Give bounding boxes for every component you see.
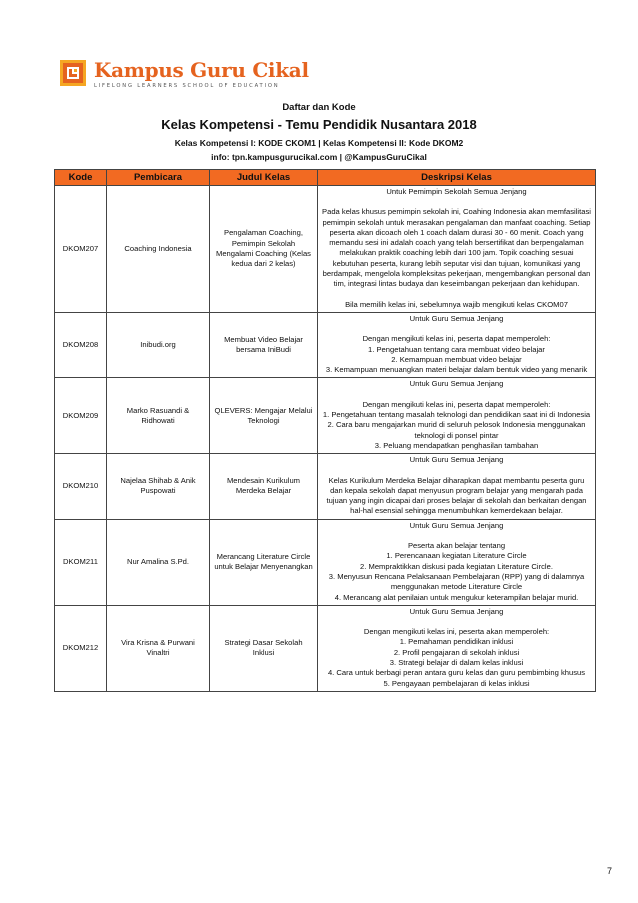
description-line: 2. Kemampuan membuat video belajar	[391, 354, 522, 364]
description-line: 3. Kemampuan menuangkan materi belajar dalam bentuk video yang menarik	[325, 365, 588, 375]
description-line: 3. Peluang mendapatkan penghasilan tambahan	[374, 440, 539, 450]
description-spacer	[322, 531, 591, 541]
cell-pembicara: Marko Rasuandi & Ridhowati	[107, 378, 210, 454]
cell-judul-kelas: Mendesain Kurikulum Merdeka Belajar	[210, 454, 318, 519]
description-line: Bila memilih kelas ini, sebelumnya wajib mengikuti kelas CKOM07	[345, 299, 568, 309]
cell-kode: DKOM207	[55, 186, 107, 313]
description-line: Dengan mengikuti kelas ini, peserta dapat memperoleh:	[362, 399, 551, 409]
cell-judul-kelas: Strategi Dasar Sekolah Inklusi	[210, 605, 318, 691]
description-spacer	[322, 617, 591, 627]
description-line: 4. Cara untuk berbagi peran antara guru kelas dan guru pembimbing khusus	[327, 668, 586, 678]
column-header-deskripsi-kelas: Deskripsi Kelas	[318, 170, 596, 186]
description-line: 5. Pengayaan pembelajaran di kelas inklusi	[383, 678, 530, 688]
description-audience: Untuk Guru Semua Jenjang	[409, 455, 504, 465]
description-spacer	[322, 466, 591, 476]
cell-deskripsi-kelas	[318, 312, 596, 377]
description-line: 3. Menyusun Rencana Pelaksanaan Pembelajaran (RPP) yang di dalamnya menggunakan metode Literature Circle	[328, 571, 585, 592]
table-row	[55, 454, 596, 519]
table-row	[55, 519, 596, 605]
cell-kode: DKOM208	[55, 312, 107, 377]
cell-pembicara: Nur Amalina S.Pd.	[107, 519, 210, 605]
cell-kode: DKOM209	[55, 378, 107, 454]
description-spacer	[322, 390, 591, 400]
cell-deskripsi-kelas	[318, 378, 596, 454]
description-spacer	[322, 290, 591, 300]
description-line: Kelas Kurikulum Merdeka Belajar diharapkan dapat membantu peserta guru dan kepala sekolah dapat menyusun program belajar yang mengarah pada tujuan yang ingin dicapai dari proses belajar di sekolah dan berkaitan dengan hal-hal esensial sehingga menumbuhkan kemerdekaan belajar.	[326, 475, 587, 516]
cell-judul-kelas: Membuat Video Belajar bersama IniBudi	[210, 312, 318, 377]
column-header-pembicara: Pembicara	[107, 170, 210, 186]
description-line: 1. Perencanaan kegiatan Literature Circle	[386, 551, 527, 561]
cell-deskripsi-kelas	[318, 454, 596, 519]
description-line: 1. Pengetahuan tentang masalah teknologi dan pendidikan saat ini di Indonesia	[322, 410, 591, 420]
cell-deskripsi-kelas	[318, 186, 596, 313]
column-header-kode: Kode	[55, 170, 107, 186]
description-line: 4. Merancang alat penilaian untuk mengukur keterampilan belajar murid.	[334, 592, 579, 602]
cell-kode: DKOM212	[55, 605, 107, 691]
description-line: Pada kelas khusus pemimpin sekolah ini, Coahing Indonesia akan memfasilitasi pemimpin sekolah untuk merasakan pengalaman dan manfaat coaching. Setiap peserta akan dicoach oleh 1 coach dalam durasi 30 - 60 menit. Coach yang memandu sesi ini adalah coach yang telah bersertifikat dan berpengalaman melakukan praktik coaching lebih dari 100 jam. Topik coaching sesuai kebutuhan peserta, kurang lebih seputar visi dan tujuan, komunikasi yang berdampak, mengelola kompleksitas pekerjaan, mengembangkan personal dan tim, integrasi lintas budaya dan keseimbangan pekerjaan dan kehidupan.	[322, 207, 591, 289]
document-title: Kelas Kompetensi - Temu Pendidik Nusantara 2018	[161, 117, 477, 132]
cell-deskripsi-kelas	[318, 605, 596, 691]
cell-pembicara: Coaching Indonesia	[107, 186, 210, 313]
description-audience: Untuk Guru Semua Jenjang	[409, 520, 504, 530]
description-audience: Untuk Guru Semua Jenjang	[409, 379, 504, 389]
cell-pembicara: Vira Krisna & Purwani Vinaltri	[107, 605, 210, 691]
class-table	[54, 169, 596, 692]
description-line: Dengan mengikuti kelas ini, peserta akan memperoleh:	[363, 627, 550, 637]
cell-kode: DKOM211	[55, 519, 107, 605]
description-line: 3. Strategi belajar di dalam kelas inklusi	[389, 657, 524, 667]
table-row	[55, 605, 596, 691]
description-line: 2. Profil pengajaran di sekolah inklusi	[393, 647, 520, 657]
cell-kode: DKOM210	[55, 454, 107, 519]
description-spacer	[322, 324, 591, 334]
description-line: 2. Mempraktikkan diskusi pada kegiatan Literature Circle.	[360, 561, 553, 571]
page-number: 7	[606, 866, 612, 876]
cell-pembicara: Najelaa Shihab & Anik Puspowati	[107, 454, 210, 519]
document-info-contact: info: tpn.kampusgurucikal.com | @KampusGuruCikal	[211, 152, 427, 162]
description-spacer	[322, 197, 591, 207]
description-line: Peserta akan belajar tentang	[407, 541, 506, 551]
table-header-row	[55, 170, 596, 186]
cell-pembicara: Inibudi.org	[107, 312, 210, 377]
table-row	[55, 312, 596, 377]
logo-name: Kampus Guru Cikal	[94, 58, 309, 82]
document-subtitle: Daftar dan Kode	[282, 102, 356, 113]
table-row	[55, 378, 596, 454]
kampus-guru-cikal-logo	[60, 58, 309, 94]
cell-judul-kelas: Merancang Literature Circle untuk Belajar Menyenangkan	[210, 519, 318, 605]
description-audience: Untuk Pemimpin Sekolah Semua Jenjang	[386, 187, 527, 196]
document-info-codes: Kelas Kompetensi I: KODE CKOM1 | Kelas Kompetensi II: Kode DKOM2	[174, 138, 464, 148]
description-audience: Untuk Guru Semua Jenjang	[409, 313, 504, 323]
cell-judul-kelas: QLEVERS: Mengajar Melalui Teknologi	[210, 378, 318, 454]
description-audience: Untuk Guru Semua Jenjang	[409, 606, 504, 616]
description-line: Dengan mengikuti kelas ini, peserta dapat memperoleh:	[362, 334, 551, 344]
table-body	[55, 186, 596, 692]
description-line: 2. Cara baru mengajarkan murid di seluruh pelosok Indonesia menggunakan teknologi di ponsel pintar	[327, 420, 586, 440]
column-header-judul-kelas: Judul Kelas	[210, 170, 318, 186]
logo-mark-icon	[60, 60, 86, 86]
cell-deskripsi-kelas	[318, 519, 596, 605]
description-line: 1. Pemahaman pendidikan inklusi	[399, 637, 514, 647]
cell-judul-kelas: Pengalaman Coaching, Pemimpin Sekolah Mengalami Coaching (Kelas kedua dari 2 kelas)	[210, 186, 318, 313]
description-line: 1. Pengetahuan tentang cara membuat video belajar	[368, 344, 545, 354]
logo-tagline: LIFELONG LEARNERS SCHOOL OF EDUCATION	[94, 83, 280, 89]
table-row	[55, 186, 596, 313]
